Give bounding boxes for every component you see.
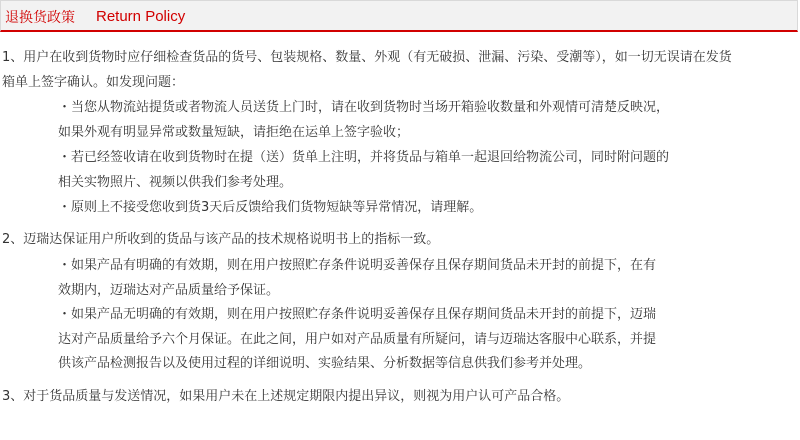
policy-bullet-text: 如果外观有明显异常或数量短缺，请拒绝在运单上签字验收； [58,125,410,140]
policy-section-1-line-2: 箱单上签字确认。如发现问题： [2,75,185,90]
policy-bullet-text: ・如果产品有明确的有效期，则在用户按照贮存条件说明妥善保存且保存期间货品未开封的前提下，在有 [58,258,657,273]
policy-bullet-text: 相关实物照片、视频以供我们参考处理。 [58,175,293,190]
policy-title-chinese: 退换货政策 [5,10,75,26]
policy-bullet-text: 效期内，迈瑞达对产品质量给予保证。 [58,283,280,298]
policy-bullet-text: ・如果产品无明确的有效期，则在用户按照贮存条件说明妥善保存且保存期间货品未开封的前提下，迈瑞 [58,307,657,322]
policy-section-1-line-1: 1、用户在收到货物时应仔细检查货品的货号、包装规格、数量、外观（有无破损、泄漏、污染、受潮等），如一切无误请在发货 [2,50,732,65]
policy-bullet-text: 达对产品质量给予六个月保证。在此之间，用户如对产品质量有所疑问，请与迈瑞达客服中心联系，并提 [58,332,657,347]
policy-bullet-text: ・若已经签收请在收到货物时在提（送）货单上注明，并将货品与箱单一起退回给物流公司，同时附问题的 [58,150,670,165]
policy-section-2-line-1: 2、迈瑞达保证用户所收到的货品与该产品的技术规格说明书上的指标一致。 [2,232,440,247]
policy-title-english: Return Policy [96,8,186,25]
policy-bullet-text: ・原则上不接受您收到货3天后反馈给我们货物短缺等异常情况，请理解。 [58,200,483,215]
policy-section-3-line-1: 3、对于货品质量与发送情况，如果用户未在上述规定期限内提出异议，则视为用户认可产品合格。 [2,389,570,404]
policy-bullet-text: 供该产品检测报告以及使用过程的详细说明、实验结果、分析数据等信息供我们参考并处理。 [58,356,592,371]
policy-header [0,0,798,32]
policy-bullet-text: ・当您从物流站提货或者物流人员送货上门时，请在收到货物时当场开箱验收数量和外观情可清楚反映况， [58,100,670,115]
